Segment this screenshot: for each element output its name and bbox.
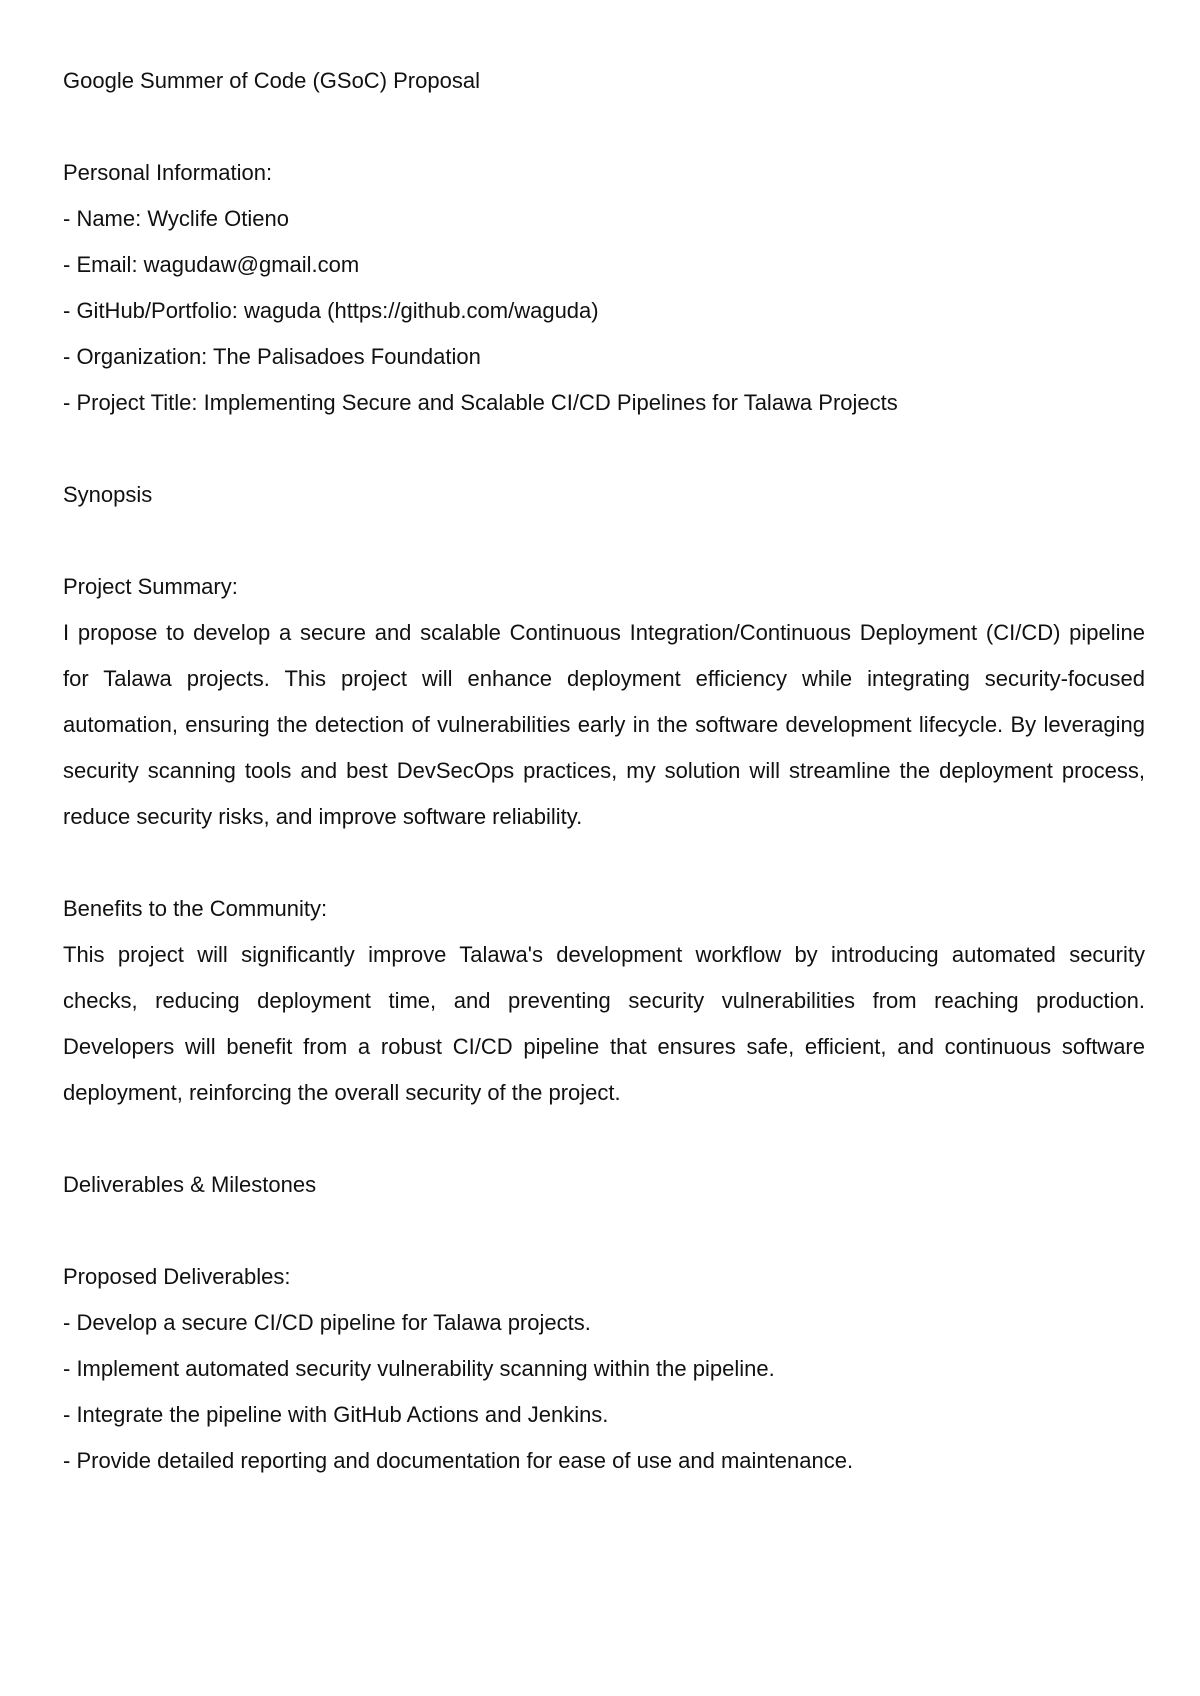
project-summary-text: I propose to develop a secure and scalable Continuous Integration/Continuous Deployment (CI/CD) pipeline for Talawa projects. This project will enhance deployment efficiency while integrating security-focused automation, ensuring the detection of vulnerabilities early in the software development lifecycle. By leveraging security scanning tools and best DevSecOps practices, my solution will streamline the deployment process, reduce security risks, and improve software reliability. (63, 620, 1145, 829)
document-title: Google Summer of Code (GSoC) Proposal (63, 68, 480, 93)
personal-information-heading: Personal Information: (63, 160, 273, 185)
personal-info-github: - GitHub/Portfolio: waguda (https://github.com/waguda) (63, 298, 599, 323)
spacer (63, 1116, 1145, 1162)
benefits-text: This project will significantly improve Talawa's development workflow by introducing automated security checks, reducing deployment time, and preventing security vulnerabilities from reaching production. Developers will benefit from a robust CI/CD pipeline that ensures safe, efficient, and continuous software deployment, reinforcing the overall security of the project. (63, 942, 1145, 1105)
personal-info-organization: - Organization: The Palisadoes Foundation (63, 344, 481, 369)
synopsis-heading: Synopsis (63, 482, 153, 507)
spacer (63, 518, 1145, 564)
deliverable-item: - Provide detailed reporting and documentation for ease of use and maintenance. (63, 1448, 854, 1473)
deliverable-item: - Develop a secure CI/CD pipeline for Talawa projects. (63, 1310, 591, 1335)
spacer (63, 426, 1145, 472)
spacer (63, 1208, 1145, 1254)
personal-info-project-title: - Project Title: Implementing Secure and Scalable CI/CD Pipelines for Talawa Projects (63, 390, 898, 415)
spacer (63, 104, 1145, 150)
deliverables-heading: Deliverables & Milestones (63, 1172, 317, 1197)
project-summary-heading: Project Summary: (63, 574, 238, 599)
spacer (63, 840, 1145, 886)
personal-info-email: - Email: wagudaw@gmail.com (63, 252, 360, 277)
personal-info-name: - Name: Wyclife Otieno (63, 206, 289, 231)
proposed-deliverables-heading: Proposed Deliverables: (63, 1264, 291, 1289)
deliverable-item: - Implement automated security vulnerability scanning within the pipeline. (63, 1356, 775, 1381)
benefits-heading: Benefits to the Community: (63, 896, 328, 921)
deliverable-item: - Integrate the pipeline with GitHub Actions and Jenkins. (63, 1402, 609, 1427)
document-page (63, 58, 1145, 1484)
